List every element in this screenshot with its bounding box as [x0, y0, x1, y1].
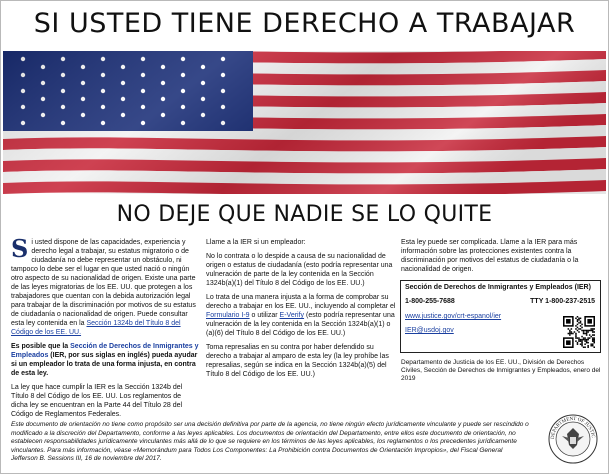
- contact-box: [400, 280, 601, 353]
- qr-module: [569, 331, 571, 333]
- qr-module: [592, 328, 594, 330]
- qr-module: [587, 342, 589, 344]
- qr-module: [575, 318, 577, 320]
- ier-section-link[interactable]: Sección de Derechos de Inmigrantes y Empleados: [11, 343, 199, 359]
- hiring-discrimination-paragraph: No lo contrata o lo despide a causa de su nacionalidad de origen o estatus de ciudadanía (esto podría representar una vulneración de parte de la ley contenida en la Sección 1324b(a)(1) del Título 8 del Código de los EE. UU.): [206, 253, 393, 287]
- verification-text-c: (esto podría representar una vulneración de la ley contenida en la Sección 1324b(a)(1) o (a)(6) del Título 8 del Código de los EE. UU.): [206, 312, 395, 337]
- qr-module: [592, 331, 594, 333]
- qr-module: [590, 328, 592, 330]
- qr-module: [571, 328, 573, 330]
- qr-module: [583, 330, 585, 332]
- qr-module: [578, 322, 580, 324]
- qr-module: [575, 334, 577, 336]
- contact-phones: [405, 297, 595, 306]
- qr-module: [581, 340, 583, 342]
- qr-module: [580, 343, 582, 345]
- qr-module: [580, 318, 582, 320]
- qr-module: [587, 331, 589, 333]
- more-info-paragraph: Esta ley puede ser complicada. Llame a la IER para más información sobre las protecciones existentes contra la discriminación por motivos del estatus de ciudadanía o la nacionalidad de origen.: [401, 239, 579, 273]
- qr-module: [577, 316, 579, 318]
- qr-module: [592, 343, 594, 345]
- qr-module: [575, 340, 577, 342]
- intro-paragraph: [11, 234, 199, 337]
- ier-help-paragraph: [11, 342, 199, 378]
- qr-module: [580, 328, 582, 330]
- qr-module: [577, 337, 579, 339]
- ier-help-pre: Es posible que la: [11, 343, 71, 350]
- qr-module: [586, 334, 588, 336]
- qr-module: [580, 321, 582, 323]
- seal-text: DEPARTMENT OF JUSTIC: [550, 416, 596, 440]
- qr-finder: [566, 319, 571, 324]
- qr-module: [575, 325, 577, 327]
- qr-module: [575, 333, 577, 335]
- qr-module: [592, 330, 594, 332]
- column-middle: [206, 238, 396, 384]
- qr-module: [575, 337, 577, 339]
- qr-module: [590, 343, 592, 345]
- qr-finder: [566, 340, 571, 345]
- work-verification-paragraph: [206, 293, 396, 338]
- qr-module: [578, 319, 580, 321]
- qr-module: [580, 325, 582, 327]
- qr-module: [586, 342, 588, 344]
- qr-module: [577, 319, 579, 321]
- qr-module: [584, 340, 586, 342]
- verification-text-a: Lo trata de una manera injusta a la forma de comprobar su derecho a trabajar en los EE. UU., incluyendo al completar el: [206, 294, 396, 310]
- qr-module: [578, 331, 580, 333]
- american-flag-image: [3, 51, 606, 194]
- qr-module: [592, 334, 594, 336]
- ier-help-post: (IER, por sus siglas en inglés) pueda ayudar si un empleador lo trata de una forma injusta, en contra de esta ley.: [11, 352, 198, 377]
- law-enforcement-paragraph: La ley que hace cumplir la IER es la Sección 1324b del Título 8 del Código de los EE. UU. Los reglamentos de dicha ley se encuentran en la Parte 44 del Título 28 del Código de Reglamentos Federales.: [11, 384, 183, 418]
- qr-module: [584, 346, 586, 348]
- qr-module: [589, 330, 591, 332]
- qr-module: [592, 339, 594, 341]
- qr-module: [593, 346, 595, 348]
- qr-module: [586, 330, 588, 332]
- qr-module: [587, 339, 589, 341]
- qr-module: [586, 331, 588, 333]
- qr-module: [581, 343, 583, 345]
- qr-module: [569, 330, 571, 332]
- qr-module: [590, 336, 592, 338]
- qr-module: [587, 330, 589, 332]
- qr-module: [581, 342, 583, 344]
- qr-module: [593, 328, 595, 330]
- qr-module: [578, 328, 580, 330]
- qr-module: [583, 337, 585, 339]
- qr-module: [584, 339, 586, 341]
- qr-module: [575, 328, 577, 330]
- qr-module: [587, 345, 589, 347]
- poster-subtitle: NO DEJE QUE NADIE SE LO QUITE: [116, 202, 493, 227]
- guidance-disclaimer: Este documento de orientación no tiene como propósito ser una decisión definitiva por parte de la agencia, no tiene ningún efecto jurídicamente vinculante y puede ser rescindido o modificado a la discreción del Departamento, conforme a las leyes aplicables. Los documentos de orientación del Departamento, entre ellos este documento de orientación, no establecen responsabilidades jurídicamente vinculantes más allá de lo que se requiere en los términos de las leyes aplicables, los reglamentos o los precedentes jurídicamente vinculantes. Para más información, véase «Memorándum para Todos Los Componentes: La Prohibición contra Documentos de Orientación Impropios», del Fiscal General Jefferson B. Sessions III, 16 de noviembre del 2017.: [11, 421, 529, 462]
- verification-text-b: o utilizar: [249, 312, 280, 319]
- office-attribution: Departamento de Justicia de los EE. UU., División de Derechos Civiles, Sección de Derechos de Inmigrantes y Empleados, enero del 2019: [401, 359, 601, 382]
- qr-module: [583, 346, 585, 348]
- qr-module: [580, 340, 582, 342]
- qr-module: [593, 331, 595, 333]
- doj-seal-icon: [548, 414, 598, 464]
- dropcap-letter: S: [11, 234, 29, 263]
- qr-module: [572, 333, 574, 335]
- qr-module: [592, 337, 594, 339]
- qr-module: [584, 337, 586, 339]
- qr-module: [584, 343, 586, 345]
- qr-finder: [587, 319, 592, 324]
- column-left: [11, 234, 199, 424]
- email-link[interactable]: IER@usdoj.gov: [405, 327, 454, 334]
- qr-module: [586, 340, 588, 342]
- qr-module: [574, 331, 576, 333]
- qr-module: [581, 336, 583, 338]
- qr-module: [586, 339, 588, 341]
- qr-module: [590, 330, 592, 332]
- qr-module: [569, 333, 571, 335]
- tty-number[interactable]: TTY 1-800-237-2515: [530, 298, 595, 305]
- qr-module: [593, 340, 595, 342]
- qr-module: [583, 333, 585, 335]
- qr-module: [571, 331, 573, 333]
- website-link[interactable]: www.justice.gov/crt-espanol/ier: [405, 313, 502, 320]
- qr-module: [593, 337, 595, 339]
- poster-title: SI USTED TIENE DERECHO A TRABAJAR: [33, 8, 576, 39]
- qr-module: [581, 327, 583, 329]
- qr-module: [580, 322, 582, 324]
- qr-module: [575, 336, 577, 338]
- qr-module: [587, 346, 589, 348]
- qr-module: [578, 339, 580, 341]
- contact-heading: Sección de Derechos de Inmigrantes y Empleados (IER): [405, 284, 591, 291]
- qr-module: [584, 330, 586, 332]
- qr-module: [578, 318, 580, 320]
- form-i9-link[interactable]: Formulario I-9: [206, 312, 250, 319]
- e-verify-link[interactable]: E-Verify: [279, 312, 305, 319]
- qr-module: [577, 342, 579, 344]
- qr-module: [581, 339, 583, 341]
- call-ier-heading: Llame a la IER si un empleador:: [206, 239, 306, 246]
- qr-module: [581, 330, 583, 332]
- qr-module: [577, 343, 579, 345]
- qr-module: [568, 328, 570, 330]
- qr-code-icon: [563, 316, 595, 348]
- intro-text: i usted dispone de las capacidades, experiencia y derecho legal a trabajar, su estatus migratorio o de ciudadanía no debe representar un obstáculo, ni tampoco lo debe ser el lugar en que usted nació o ningún otro aspecto de su nacionalidad de origen. Existe una parte de las leyes migratorias de los EE. UU. que protegen a los trabajadores que cuentan con la debida autorización legal para trabajar de la discriminación por motivos de su estatus de ciudadanía o nacionalidad de origen. Puede consultar esta ley contenida en la: [11, 239, 196, 327]
- qr-module: [577, 330, 579, 332]
- qr-module: [569, 334, 571, 336]
- american-flag-icon: [3, 51, 606, 194]
- qr-module: [593, 339, 595, 341]
- qr-module: [592, 340, 594, 342]
- qr-module: [583, 331, 585, 333]
- qr-module: [593, 342, 595, 344]
- qr-module: [587, 337, 589, 339]
- qr-module: [590, 345, 592, 347]
- phone-number[interactable]: 1-800-255-7688: [405, 298, 455, 305]
- qr-module: [568, 333, 570, 335]
- retaliation-paragraph: Toma represalias en su contra por haber defendido su derecho a trabajar al amparo de esta ley (la ley prohíbe las represalias, según se indica en la Sección 1324b(a)(5) del Título 8 del Código de los EE. UU.): [206, 344, 389, 378]
- qr-module: [580, 339, 582, 341]
- qr-module: [581, 324, 583, 326]
- qr-module: [584, 333, 586, 335]
- qr-module: [578, 340, 580, 342]
- column-right: [401, 238, 601, 279]
- qr-module: [577, 327, 579, 329]
- qr-module: [586, 333, 588, 335]
- qr-module: [577, 321, 579, 323]
- qr-module: [578, 337, 580, 339]
- qr-module: [577, 324, 579, 326]
- qr-module: [589, 337, 591, 339]
- qr-module: [571, 333, 573, 335]
- qr-module: [592, 345, 594, 347]
- law-section-link[interactable]: Sección 1324b del Título 8 del Código de los EE. UU.: [11, 320, 181, 336]
- qr-module: [589, 334, 591, 336]
- qr-module: [583, 339, 585, 341]
- qr-module: [581, 345, 583, 347]
- qr-module: [593, 334, 595, 336]
